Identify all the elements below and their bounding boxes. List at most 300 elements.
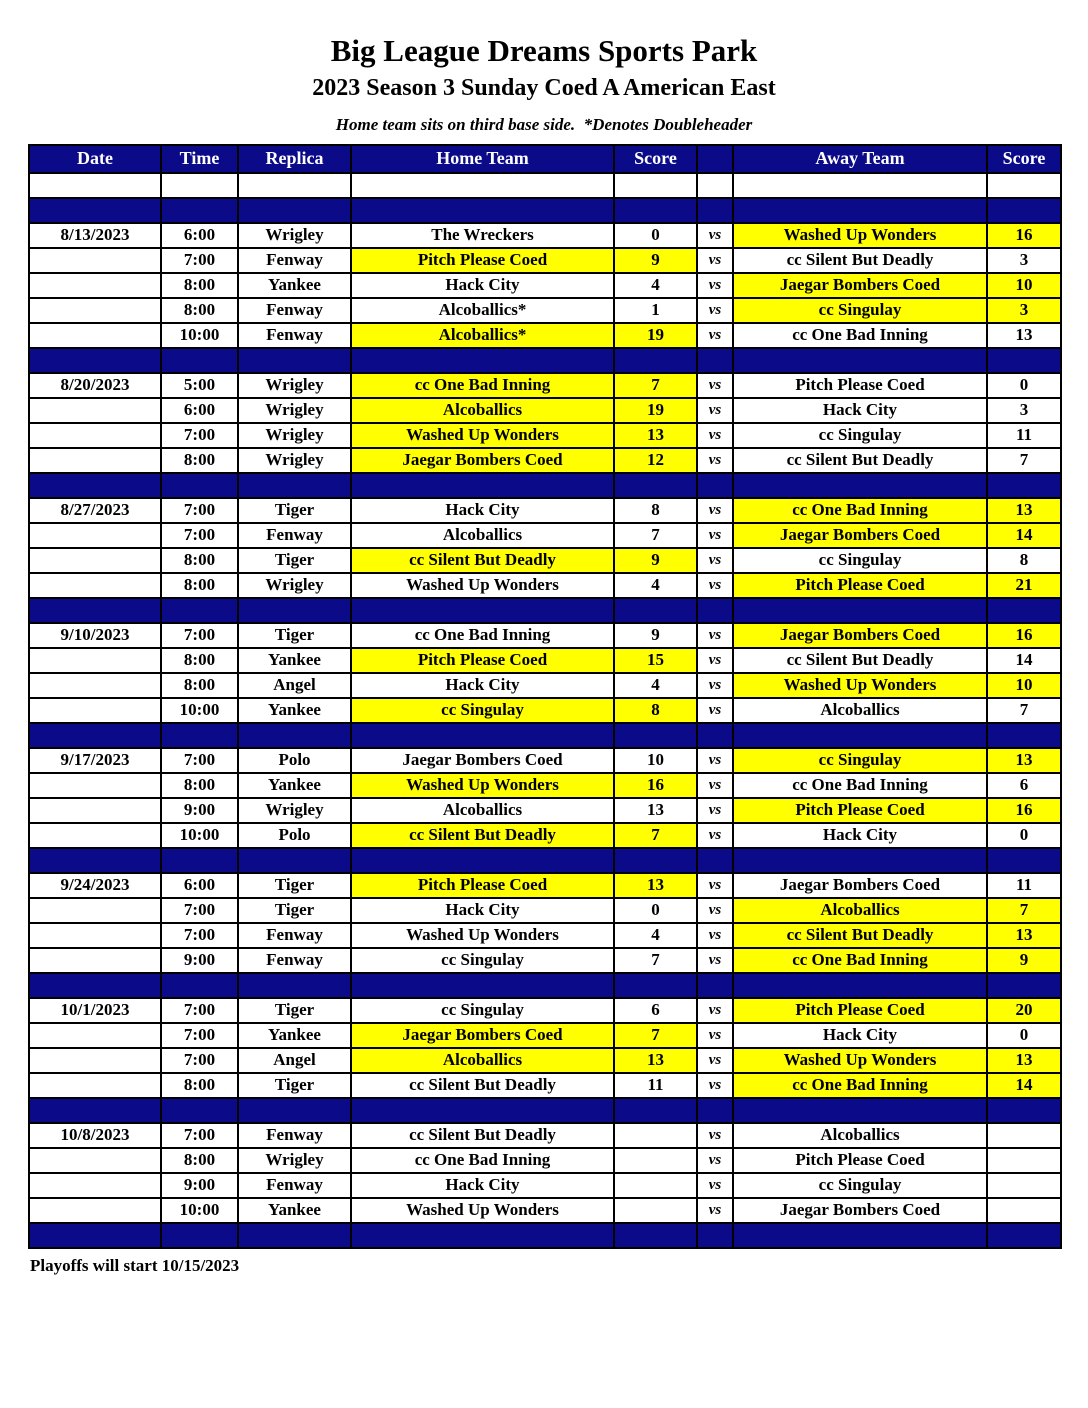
home-team-cell: Jaegar Bombers Coed xyxy=(351,1023,614,1048)
away-score-cell: 13 xyxy=(987,923,1061,948)
away-score-cell xyxy=(987,1223,1061,1248)
replica-cell xyxy=(238,173,351,198)
home-score-cell: 4 xyxy=(614,273,697,298)
vs-cell xyxy=(697,723,733,748)
game-row xyxy=(29,748,1061,773)
home-team-cell: Hack City xyxy=(351,273,614,298)
vs-cell xyxy=(697,348,733,373)
time-cell: 8:00 xyxy=(161,673,238,698)
home-team-cell: Alcoballics xyxy=(351,398,614,423)
away-score-cell xyxy=(987,973,1061,998)
home-score-cell: 7 xyxy=(614,523,697,548)
date-cell xyxy=(29,773,161,798)
time-cell: 9:00 xyxy=(161,1173,238,1198)
game-row xyxy=(29,898,1061,923)
date-cell: 9/10/2023 xyxy=(29,623,161,648)
vs-cell xyxy=(697,173,733,198)
away-score-cell xyxy=(987,198,1061,223)
vs-cell: vs xyxy=(697,1198,733,1223)
game-row xyxy=(29,248,1061,273)
separator-row xyxy=(29,348,1061,373)
time-cell: 7:00 xyxy=(161,248,238,273)
vs-cell xyxy=(697,598,733,623)
home-team-cell: Jaegar Bombers Coed xyxy=(351,748,614,773)
home-score-cell: 16 xyxy=(614,773,697,798)
replica-cell xyxy=(238,848,351,873)
away-team-cell: cc Singulay xyxy=(733,1173,987,1198)
col-header-vs xyxy=(697,145,733,173)
separator-row xyxy=(29,848,1061,873)
home-score-cell: 7 xyxy=(614,823,697,848)
vs-cell: vs xyxy=(697,773,733,798)
replica-cell: Yankee xyxy=(238,273,351,298)
separator-row xyxy=(29,1223,1061,1248)
home-score-cell: 13 xyxy=(614,798,697,823)
replica-cell: Fenway xyxy=(238,1123,351,1148)
home-score-cell: 9 xyxy=(614,623,697,648)
vs-cell: vs xyxy=(697,573,733,598)
separator-row xyxy=(29,473,1061,498)
time-cell: 8:00 xyxy=(161,548,238,573)
replica-cell: Tiger xyxy=(238,1073,351,1098)
schedule-table-body xyxy=(29,173,1061,1248)
away-team-cell: Alcoballics xyxy=(733,1123,987,1148)
home-score-cell xyxy=(614,723,697,748)
time-cell: 9:00 xyxy=(161,798,238,823)
home-team-cell: cc One Bad Inning xyxy=(351,1148,614,1173)
date-cell xyxy=(29,723,161,748)
vs-cell: vs xyxy=(697,298,733,323)
date-cell xyxy=(29,798,161,823)
time-cell xyxy=(161,473,238,498)
home-team-cell: Alcoballics xyxy=(351,523,614,548)
replica-cell xyxy=(238,1098,351,1123)
vs-cell: vs xyxy=(697,1123,733,1148)
col-header-away-team: Away Team xyxy=(733,145,987,173)
home-score-cell: 10 xyxy=(614,748,697,773)
away-score-cell: 14 xyxy=(987,1073,1061,1098)
page-subtitle: 2023 Season 3 Sunday Coed A American East xyxy=(312,74,776,101)
game-row xyxy=(29,1173,1061,1198)
replica-cell: Wrigley xyxy=(238,223,351,248)
date-cell xyxy=(29,848,161,873)
away-team-cell: Alcoballics xyxy=(733,698,987,723)
date-cell xyxy=(29,673,161,698)
home-team-cell: Washed Up Wonders xyxy=(351,923,614,948)
vs-cell: vs xyxy=(697,273,733,298)
home-score-cell xyxy=(614,1198,697,1223)
home-team-cell: Washed Up Wonders xyxy=(351,773,614,798)
away-score-cell: 0 xyxy=(987,1023,1061,1048)
away-team-cell: Pitch Please Coed xyxy=(733,1148,987,1173)
date-cell: 8/27/2023 xyxy=(29,498,161,523)
away-score-cell: 14 xyxy=(987,523,1061,548)
replica-cell: Wrigley xyxy=(238,373,351,398)
away-team-cell xyxy=(733,173,987,198)
home-score-cell xyxy=(614,848,697,873)
time-cell: 10:00 xyxy=(161,1198,238,1223)
vs-cell: vs xyxy=(697,223,733,248)
home-score-cell: 0 xyxy=(614,898,697,923)
away-score-cell: 3 xyxy=(987,398,1061,423)
game-row xyxy=(29,1048,1061,1073)
vs-cell: vs xyxy=(697,323,733,348)
time-cell xyxy=(161,173,238,198)
date-cell xyxy=(29,423,161,448)
away-team-cell: Jaegar Bombers Coed xyxy=(733,1198,987,1223)
time-cell: 8:00 xyxy=(161,573,238,598)
date-cell xyxy=(29,1073,161,1098)
game-row xyxy=(29,298,1061,323)
away-score-cell: 16 xyxy=(987,223,1061,248)
home-score-cell: 19 xyxy=(614,323,697,348)
away-team-cell: Jaegar Bombers Coed xyxy=(733,873,987,898)
replica-cell: Yankee xyxy=(238,773,351,798)
date-cell xyxy=(29,823,161,848)
home-score-cell: 13 xyxy=(614,423,697,448)
away-team-cell xyxy=(733,848,987,873)
away-score-cell xyxy=(987,848,1061,873)
date-cell xyxy=(29,573,161,598)
away-team-cell xyxy=(733,198,987,223)
home-team-cell: cc Singulay xyxy=(351,948,614,973)
time-cell: 7:00 xyxy=(161,898,238,923)
vs-cell: vs xyxy=(697,823,733,848)
time-cell: 7:00 xyxy=(161,748,238,773)
away-team-cell: Pitch Please Coed xyxy=(733,573,987,598)
home-score-cell: 8 xyxy=(614,498,697,523)
legend-note: Home team sits on third base side. *Denotes Doubleheader xyxy=(335,114,753,134)
home-team-cell: Pitch Please Coed xyxy=(351,873,614,898)
home-score-cell xyxy=(614,473,697,498)
game-row xyxy=(29,623,1061,648)
replica-cell: Wrigley xyxy=(238,573,351,598)
away-score-cell: 16 xyxy=(987,798,1061,823)
replica-cell: Fenway xyxy=(238,323,351,348)
time-cell: 10:00 xyxy=(161,823,238,848)
schedule-table xyxy=(28,144,1062,1249)
game-row xyxy=(29,648,1061,673)
away-score-cell: 11 xyxy=(987,423,1061,448)
time-cell xyxy=(161,348,238,373)
time-cell xyxy=(161,198,238,223)
date-cell xyxy=(29,323,161,348)
page-title: Big League Dreams Sports Park xyxy=(330,33,758,68)
vs-cell: vs xyxy=(697,623,733,648)
table-header-row xyxy=(29,145,1061,173)
replica-cell: Yankee xyxy=(238,1198,351,1223)
away-score-cell: 11 xyxy=(987,873,1061,898)
away-team-cell xyxy=(733,1223,987,1248)
vs-cell: vs xyxy=(697,523,733,548)
away-team-cell: Washed Up Wonders xyxy=(733,1048,987,1073)
vs-cell: vs xyxy=(697,948,733,973)
date-cell xyxy=(29,1023,161,1048)
date-cell xyxy=(29,948,161,973)
home-team-cell xyxy=(351,1098,614,1123)
time-cell: 7:00 xyxy=(161,923,238,948)
away-score-cell: 0 xyxy=(987,373,1061,398)
home-score-cell: 13 xyxy=(614,873,697,898)
home-team-cell xyxy=(351,723,614,748)
date-cell xyxy=(29,1048,161,1073)
away-score-cell xyxy=(987,473,1061,498)
date-cell: 10/1/2023 xyxy=(29,998,161,1023)
home-score-cell: 15 xyxy=(614,648,697,673)
time-cell: 8:00 xyxy=(161,1148,238,1173)
away-score-cell: 9 xyxy=(987,948,1061,973)
date-cell xyxy=(29,698,161,723)
away-team-cell: cc Silent But Deadly xyxy=(733,448,987,473)
away-team-cell: Jaegar Bombers Coed xyxy=(733,623,987,648)
away-team-cell: Pitch Please Coed xyxy=(733,998,987,1023)
replica-cell: Yankee xyxy=(238,1023,351,1048)
vs-cell xyxy=(697,198,733,223)
home-score-cell: 19 xyxy=(614,398,697,423)
replica-cell: Yankee xyxy=(238,698,351,723)
home-team-cell: Alcoballics xyxy=(351,1048,614,1073)
home-team-cell: cc Silent But Deadly xyxy=(351,823,614,848)
away-score-cell xyxy=(987,1198,1061,1223)
replica-cell xyxy=(238,723,351,748)
replica-cell: Angel xyxy=(238,1048,351,1073)
away-team-cell: cc Silent But Deadly xyxy=(733,923,987,948)
away-team-cell: cc Silent But Deadly xyxy=(733,648,987,673)
away-score-cell: 7 xyxy=(987,898,1061,923)
time-cell: 5:00 xyxy=(161,373,238,398)
away-team-cell: cc One Bad Inning xyxy=(733,948,987,973)
home-team-cell: cc One Bad Inning xyxy=(351,623,614,648)
home-team-cell xyxy=(351,348,614,373)
vs-cell: vs xyxy=(697,548,733,573)
away-team-cell: Hack City xyxy=(733,823,987,848)
home-team-cell: Alcoballics* xyxy=(351,323,614,348)
game-row xyxy=(29,698,1061,723)
away-score-cell: 0 xyxy=(987,823,1061,848)
away-team-cell: Washed Up Wonders xyxy=(733,223,987,248)
vs-cell: vs xyxy=(697,248,733,273)
replica-cell: Wrigley xyxy=(238,798,351,823)
game-row xyxy=(29,498,1061,523)
home-team-cell xyxy=(351,848,614,873)
home-team-cell: cc Singulay xyxy=(351,698,614,723)
away-score-cell: 10 xyxy=(987,273,1061,298)
away-team-cell xyxy=(733,973,987,998)
date-cell xyxy=(29,1198,161,1223)
replica-cell: Fenway xyxy=(238,1173,351,1198)
vs-cell xyxy=(697,473,733,498)
vs-cell xyxy=(697,1098,733,1123)
away-team-cell: cc One Bad Inning xyxy=(733,773,987,798)
home-score-cell: 4 xyxy=(614,673,697,698)
home-team-cell: Alcoballics* xyxy=(351,298,614,323)
away-team-cell: Washed Up Wonders xyxy=(733,673,987,698)
away-team-cell: Jaegar Bombers Coed xyxy=(733,523,987,548)
vs-cell: vs xyxy=(697,798,733,823)
date-cell xyxy=(29,1223,161,1248)
game-row xyxy=(29,773,1061,798)
away-score-cell: 7 xyxy=(987,448,1061,473)
home-team-cell: Washed Up Wonders xyxy=(351,573,614,598)
home-team-cell: The Wreckers xyxy=(351,223,614,248)
date-cell xyxy=(29,1098,161,1123)
away-team-cell: Jaegar Bombers Coed xyxy=(733,273,987,298)
vs-cell: vs xyxy=(697,1173,733,1198)
time-cell: 7:00 xyxy=(161,1023,238,1048)
replica-cell: Wrigley xyxy=(238,398,351,423)
date-cell xyxy=(29,523,161,548)
home-team-cell: cc Singulay xyxy=(351,998,614,1023)
time-cell xyxy=(161,1098,238,1123)
away-score-cell xyxy=(987,173,1061,198)
away-score-cell xyxy=(987,1173,1061,1198)
replica-cell xyxy=(238,973,351,998)
away-team-cell: cc One Bad Inning xyxy=(733,498,987,523)
time-cell: 8:00 xyxy=(161,1073,238,1098)
away-score-cell: 16 xyxy=(987,623,1061,648)
date-cell xyxy=(29,598,161,623)
game-row xyxy=(29,873,1061,898)
vs-cell: vs xyxy=(697,873,733,898)
away-team-cell: Alcoballics xyxy=(733,898,987,923)
vs-cell: vs xyxy=(697,398,733,423)
home-score-cell: 1 xyxy=(614,298,697,323)
time-cell: 10:00 xyxy=(161,323,238,348)
away-score-cell: 13 xyxy=(987,498,1061,523)
time-cell: 8:00 xyxy=(161,648,238,673)
date-cell: 9/17/2023 xyxy=(29,748,161,773)
home-score-cell: 4 xyxy=(614,923,697,948)
date-cell xyxy=(29,648,161,673)
home-team-cell: Hack City xyxy=(351,898,614,923)
replica-cell: Wrigley xyxy=(238,1148,351,1173)
home-score-cell xyxy=(614,1223,697,1248)
home-team-cell: cc One Bad Inning xyxy=(351,373,614,398)
col-header-home-score: Score xyxy=(614,145,697,173)
home-score-cell: 9 xyxy=(614,248,697,273)
time-cell: 9:00 xyxy=(161,948,238,973)
away-team-cell xyxy=(733,348,987,373)
game-row xyxy=(29,1023,1061,1048)
vs-cell: vs xyxy=(697,673,733,698)
replica-cell: Polo xyxy=(238,823,351,848)
vs-cell: vs xyxy=(697,423,733,448)
away-score-cell xyxy=(987,1123,1061,1148)
away-score-cell: 21 xyxy=(987,573,1061,598)
home-score-cell xyxy=(614,1098,697,1123)
separator-row xyxy=(29,598,1061,623)
time-cell: 6:00 xyxy=(161,398,238,423)
replica-cell xyxy=(238,198,351,223)
home-score-cell xyxy=(614,348,697,373)
home-team-cell: Hack City xyxy=(351,1173,614,1198)
game-row xyxy=(29,273,1061,298)
home-team-cell xyxy=(351,473,614,498)
home-team-cell: cc Silent But Deadly xyxy=(351,1123,614,1148)
col-header-date: Date xyxy=(29,145,161,173)
away-score-cell xyxy=(987,348,1061,373)
away-score-cell: 7 xyxy=(987,698,1061,723)
time-cell: 7:00 xyxy=(161,1123,238,1148)
vs-cell: vs xyxy=(697,1048,733,1073)
separator-row xyxy=(29,198,1061,223)
away-team-cell: cc One Bad Inning xyxy=(733,323,987,348)
away-score-cell xyxy=(987,1098,1061,1123)
away-score-cell xyxy=(987,723,1061,748)
home-team-cell: Pitch Please Coed xyxy=(351,248,614,273)
away-score-cell: 8 xyxy=(987,548,1061,573)
game-row xyxy=(29,448,1061,473)
game-row xyxy=(29,798,1061,823)
home-team-cell: cc Silent But Deadly xyxy=(351,1073,614,1098)
date-cell xyxy=(29,473,161,498)
time-cell: 7:00 xyxy=(161,498,238,523)
time-cell: 8:00 xyxy=(161,448,238,473)
time-cell: 7:00 xyxy=(161,998,238,1023)
replica-cell: Fenway xyxy=(238,298,351,323)
replica-cell: Tiger xyxy=(238,873,351,898)
date-cell xyxy=(29,973,161,998)
away-score-cell: 14 xyxy=(987,648,1061,673)
home-team-cell: Alcoballics xyxy=(351,798,614,823)
date-cell xyxy=(29,548,161,573)
time-cell: 7:00 xyxy=(161,623,238,648)
away-team-cell: cc Singulay xyxy=(733,548,987,573)
time-cell: 10:00 xyxy=(161,698,238,723)
vs-cell: vs xyxy=(697,998,733,1023)
home-team-cell: Jaegar Bombers Coed xyxy=(351,448,614,473)
col-header-home-team: Home Team xyxy=(351,145,614,173)
date-cell: 10/8/2023 xyxy=(29,1123,161,1148)
date-cell: 8/13/2023 xyxy=(29,223,161,248)
time-cell xyxy=(161,723,238,748)
time-cell: 7:00 xyxy=(161,423,238,448)
vs-cell: vs xyxy=(697,923,733,948)
home-score-cell: 7 xyxy=(614,373,697,398)
col-header-replica: Replica xyxy=(238,145,351,173)
vs-cell: vs xyxy=(697,1073,733,1098)
game-row xyxy=(29,548,1061,573)
home-score-cell xyxy=(614,598,697,623)
home-score-cell xyxy=(614,198,697,223)
replica-cell: Tiger xyxy=(238,623,351,648)
home-team-cell: Hack City xyxy=(351,673,614,698)
date-cell xyxy=(29,1173,161,1198)
away-team-cell: Pitch Please Coed xyxy=(733,373,987,398)
replica-cell: Polo xyxy=(238,748,351,773)
time-cell: 7:00 xyxy=(161,1048,238,1073)
replica-cell: Tiger xyxy=(238,498,351,523)
away-team-cell: cc One Bad Inning xyxy=(733,1073,987,1098)
date-cell: 9/24/2023 xyxy=(29,873,161,898)
home-team-cell: Hack City xyxy=(351,498,614,523)
away-team-cell: cc Singulay xyxy=(733,748,987,773)
game-row xyxy=(29,673,1061,698)
away-score-cell: 13 xyxy=(987,323,1061,348)
away-team-cell: cc Singulay xyxy=(733,298,987,323)
date-cell: 8/20/2023 xyxy=(29,373,161,398)
game-row xyxy=(29,1073,1061,1098)
away-score-cell: 3 xyxy=(987,248,1061,273)
time-cell: 8:00 xyxy=(161,773,238,798)
replica-cell: Yankee xyxy=(238,648,351,673)
separator-row xyxy=(29,1098,1061,1123)
game-row xyxy=(29,948,1061,973)
replica-cell: Tiger xyxy=(238,898,351,923)
away-score-cell: 3 xyxy=(987,298,1061,323)
game-row xyxy=(29,373,1061,398)
game-row xyxy=(29,1148,1061,1173)
